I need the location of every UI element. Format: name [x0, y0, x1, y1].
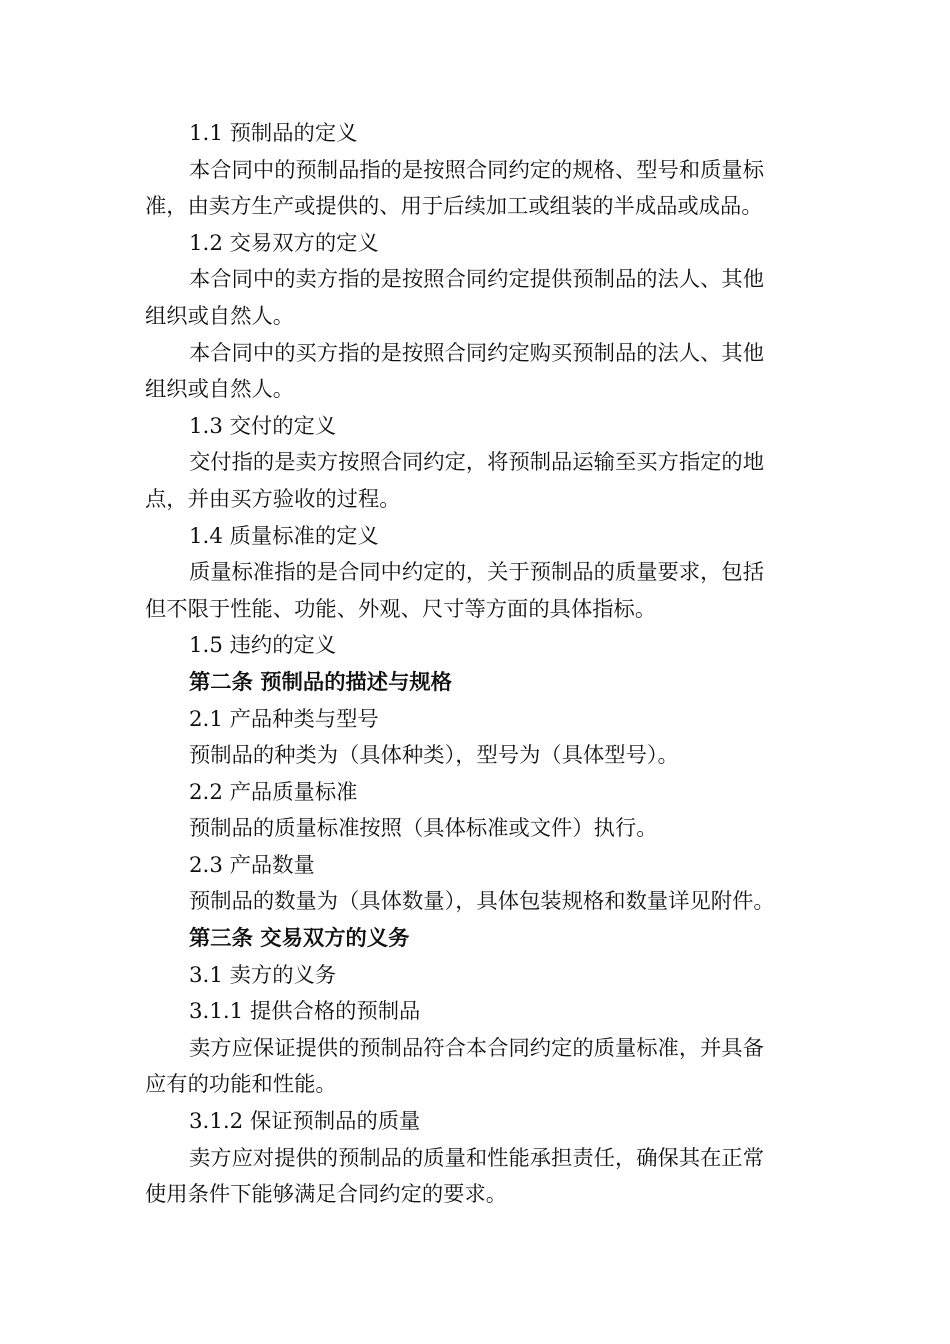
- paragraph-line: 应有的功能和性能。: [145, 1072, 337, 1098]
- clause-3-1-1-heading: 3.1.1 提供合格的预制品: [189, 999, 421, 1025]
- paragraph-line: 质量标准指的是合同中约定的，关于预制品的质量要求，包括: [189, 560, 765, 586]
- paragraph-line: 但不限于性能、功能、外观、尺寸等方面的具体指标。: [145, 596, 657, 622]
- clause-1-3-heading: 1.3 交付的定义: [189, 413, 337, 439]
- clause-2-3-heading: 2.3 产品数量: [189, 852, 315, 878]
- paragraph-line: 本合同中的卖方指的是按照合同约定提供预制品的法人、其他: [189, 267, 765, 293]
- clause-2-2-heading: 2.2 产品质量标准: [189, 779, 358, 805]
- paragraph-line: 本合同中的预制品指的是按照合同约定的规格、型号和质量标: [189, 157, 765, 183]
- article-3-heading: 第三条 交易双方的义务: [189, 926, 410, 952]
- clause-3-1-2-heading: 3.1.2 保证预制品的质量: [189, 1109, 421, 1135]
- paragraph-line: 交付指的是卖方按照合同约定，将预制品运输至买方指定的地: [189, 450, 765, 476]
- paragraph-line: 预制品的数量为（具体数量），具体包装规格和数量详见附件。: [189, 889, 775, 915]
- paragraph-line: 卖方应保证提供的预制品符合本合同约定的质量标准，并具备: [189, 1035, 765, 1061]
- paragraph-line: 卖方应对提供的预制品的质量和性能承担责任，确保其在正常: [189, 1145, 765, 1171]
- clause-1-2-heading: 1.2 交易双方的定义: [189, 230, 379, 256]
- clause-3-1-heading: 3.1 卖方的义务: [189, 962, 337, 988]
- paragraph-line: 点，并由买方验收的过程。: [145, 486, 401, 512]
- paragraph-line: 预制品的质量标准按照（具体标准或文件）执行。: [189, 816, 658, 842]
- paragraph-line: 组织或自然人。: [145, 377, 295, 403]
- paragraph-line: 使用条件下能够满足合同约定的要求。: [145, 1182, 508, 1208]
- article-2-heading: 第二条 预制品的描述与规格: [189, 669, 452, 695]
- paragraph-line: 本合同中的买方指的是按照合同约定购买预制品的法人、其他: [189, 340, 765, 366]
- clause-2-1-heading: 2.1 产品种类与型号: [189, 706, 379, 732]
- clause-1-4-heading: 1.4 质量标准的定义: [189, 523, 379, 549]
- paragraph-line: 组织或自然人。: [145, 303, 295, 329]
- paragraph-line: 准，由卖方生产或提供的、用于后续加工或组装的半成品或成品。: [145, 194, 763, 220]
- clause-1-5-heading: 1.5 违约的定义: [189, 633, 337, 659]
- paragraph-line: 预制品的种类为（具体种类），型号为（具体型号）。: [189, 743, 679, 769]
- clause-1-1-heading: 1.1 预制品的定义: [189, 121, 358, 146]
